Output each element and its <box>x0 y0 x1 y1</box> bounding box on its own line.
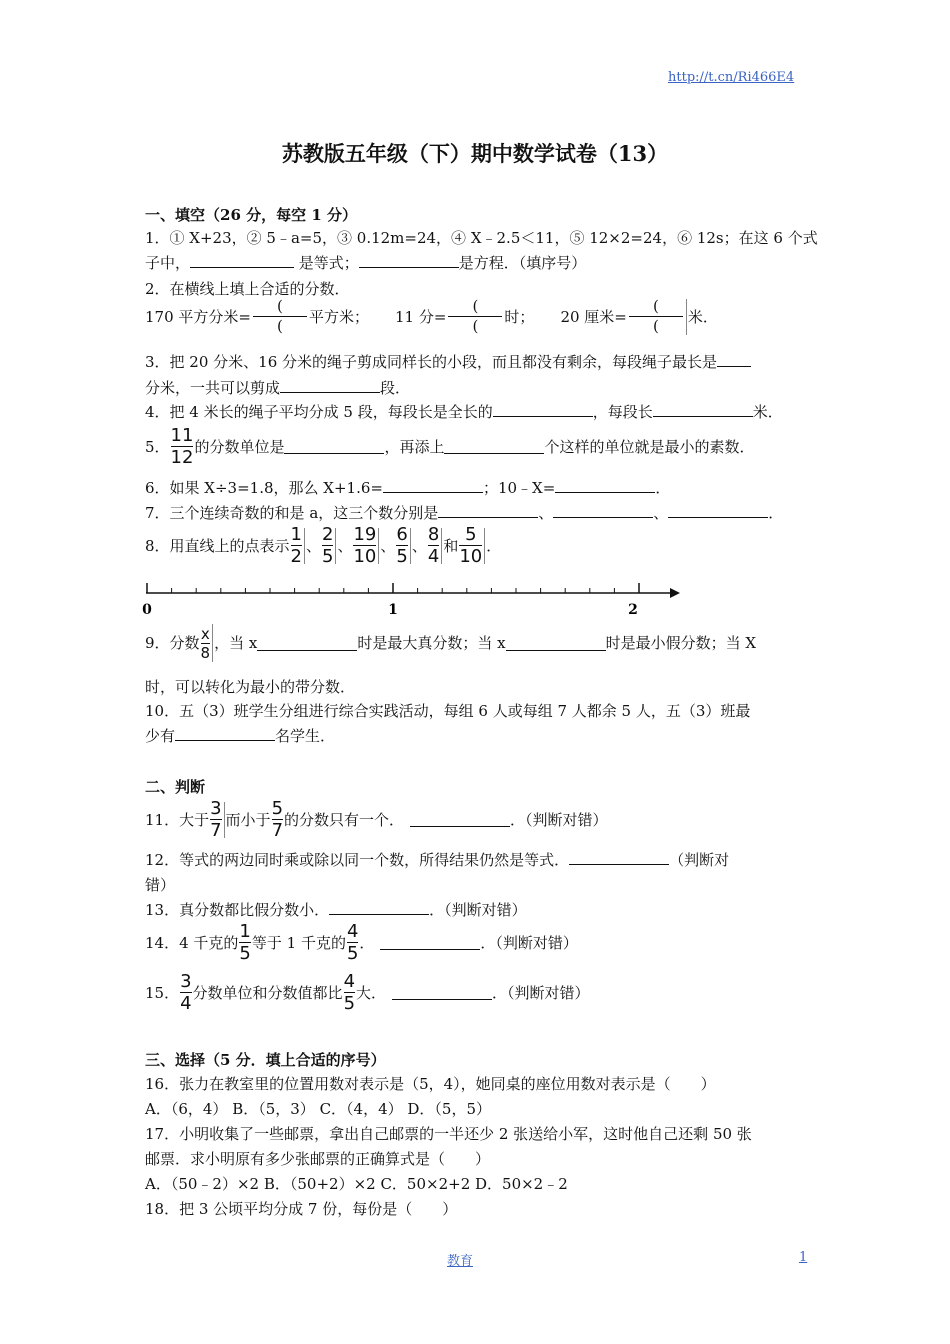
question-3-line-2 <box>145 378 410 398</box>
paren-num: ( <box>472 297 479 315</box>
q2-unit-3-suffix: 米． <box>687 307 718 326</box>
question-16: 16．张力在教室里的位置用数对表示是（5，4），她同桌的座位用数对表示是（ ） <box>145 1075 716 1093</box>
answer-blank[interactable] <box>175 726 275 741</box>
q9-text: 9．分数 <box>145 634 200 652</box>
fraction-denominator: 5 <box>343 993 356 1014</box>
fraction <box>347 921 358 964</box>
fraction-denominator: 2 <box>290 546 302 567</box>
fraction-numerator: 2 <box>322 524 334 545</box>
number-line <box>140 578 685 618</box>
fraction <box>239 921 250 964</box>
fraction-numerator: 8 <box>427 524 440 545</box>
q3-text-c: 段． <box>380 379 411 397</box>
fraction <box>428 524 439 567</box>
fraction-denominator: 5 <box>346 943 359 964</box>
footer-link[interactable]: 教育 <box>447 1254 474 1269</box>
answer-blank[interactable] <box>257 636 357 651</box>
q11-text-b: 而小于 <box>225 810 271 829</box>
fraction-numerator: 11 <box>170 425 194 446</box>
paren-fraction-blank[interactable] <box>253 297 307 336</box>
question-10-line-2 <box>145 726 335 746</box>
answer-blank[interactable] <box>190 253 294 268</box>
fraction-numerator: 3 <box>180 971 192 992</box>
answer-blank[interactable] <box>383 478 483 493</box>
q6-text-c: ． <box>655 479 671 497</box>
question-1-line-1: 1．① X+23，② 5﹣a=5，③ 0.12m=24，④ X﹣2.5＜11，⑤ 12×2=24，⑥ 12s；在这 6 个式 <box>145 229 818 247</box>
question-12-line-1 <box>145 850 729 870</box>
fraction <box>322 524 333 567</box>
question-17-line-1: 17．小明收集了一些邮票，拿出自己邮票的一半还少 2 张送给小军，这时他自己还剩 50 张 <box>145 1125 752 1143</box>
answer-blank[interactable] <box>392 985 492 1000</box>
fraction <box>353 524 376 567</box>
question-13 <box>145 900 527 920</box>
question-10-line-1: 10．五（3）班学生分组进行综合实践活动，每组 6 人或每组 7 人都余 5 人，五（3）班最 <box>145 702 751 720</box>
q4-text-c: 米． <box>752 403 783 421</box>
question-16-options: A．（6，4） B．（5，3） C．（4，4） D．（5，5） <box>145 1100 492 1118</box>
q1-text-c: 是方程．（填序号） <box>458 254 587 272</box>
paren-num: ( <box>277 297 283 315</box>
q2-unit-2-label: 11 分= <box>394 307 447 326</box>
q8-and: 和 <box>443 536 459 555</box>
q11-text: 11．大于 <box>145 810 210 829</box>
answer-blank[interactable] <box>329 900 429 915</box>
paren-den: ( <box>277 317 283 335</box>
separator: 、 <box>337 536 353 555</box>
question-17-line-2: 邮票．求小明原有多少张邮票的正确算式是（ ） <box>145 1150 491 1168</box>
divider <box>335 528 336 564</box>
fraction <box>180 971 191 1014</box>
fraction <box>272 798 283 841</box>
section-heading-fill: 一、填空（26 分，每空 1 分） <box>145 206 357 224</box>
separator: 、 <box>653 504 669 522</box>
section-heading-judge: 二、判断 <box>145 778 206 796</box>
q15-text-b: 分数单位和分数值都比 <box>192 983 343 1002</box>
axis-label-1: 1 <box>388 602 398 618</box>
q3-text: 3．把 20 分米、16 分米的绳子剪成同样长的小段，而且都没有剩余，每段绳子最长是 <box>145 353 718 371</box>
fraction-denominator: 5 <box>396 546 408 567</box>
answer-blank[interactable] <box>569 850 669 865</box>
question-2: 2．在横线上填上合适的分数． <box>145 280 350 298</box>
question-9 <box>145 624 756 662</box>
q2-unit-1-suffix: 平方米； <box>308 307 369 326</box>
answer-blank[interactable] <box>444 439 544 454</box>
q8-text: 8．用直线上的点表示 <box>145 536 290 555</box>
fraction-numerator: 3 <box>210 798 222 819</box>
fraction-denominator: 7 <box>210 820 222 841</box>
fraction <box>396 524 407 567</box>
fraction-denominator: 5 <box>322 546 334 567</box>
q4-text: 4．把 4 米长的绳子平均分成 5 段，每段长是全长的 <box>145 403 493 421</box>
fraction-denominator: 8 <box>200 643 211 662</box>
number-line-arrow-icon <box>670 588 680 598</box>
fraction <box>344 971 355 1014</box>
fraction-denominator: 4 <box>180 993 192 1014</box>
q5-text-d: 个这样的单位就是最小的素数． <box>544 437 755 456</box>
fraction-numerator: 19 <box>353 524 377 545</box>
q10-text: 少有 <box>145 727 176 745</box>
question-1-line-2 <box>145 253 586 273</box>
fraction-numerator: 5 <box>271 798 284 819</box>
period: ． <box>359 933 375 952</box>
q1-text-b: 是等式； <box>294 254 359 272</box>
fraction-denominator: 10 <box>353 546 377 567</box>
divider <box>304 528 305 564</box>
q5-text: 5． <box>145 437 170 456</box>
q5-text-c: ，再添上 <box>384 437 445 456</box>
q15-text-c: 大． <box>356 983 387 1002</box>
fraction-numerator: 4 <box>346 921 359 942</box>
q5-text-b: 的分数单位是 <box>194 437 285 456</box>
divider <box>410 528 411 564</box>
fraction <box>291 524 302 567</box>
answer-blank[interactable] <box>410 812 510 827</box>
q9-text-c: 时是最大真分数；当 x <box>357 634 506 652</box>
q6-text: 6．如果 X÷3=1.8，那么 X+1.6= <box>145 479 383 497</box>
fraction-denominator: 4 <box>427 546 440 567</box>
number-line-ticks <box>147 583 639 593</box>
question-14 <box>145 921 578 964</box>
fraction <box>459 524 482 567</box>
answer-blank[interactable] <box>284 439 384 454</box>
q3-text-b: 分米，一共可以剪成 <box>145 379 281 397</box>
question-15 <box>145 971 590 1014</box>
question-17-options: A．（50﹣2）×2 B．（50+2）×2 C．50×2+2 D．50×2﹣2 <box>145 1175 568 1193</box>
q14-text-b: 等于 1 千克的 <box>251 933 346 952</box>
q13-tail: ．（判断对错） <box>429 901 527 919</box>
page-title: 苏教版五年级（下）期中数学试卷（13） <box>281 141 669 166</box>
fraction-numerator: 5 <box>465 524 477 545</box>
fraction-numerator: 4 <box>343 971 356 992</box>
divider <box>441 528 442 564</box>
period: ． <box>486 536 502 555</box>
answer-blank[interactable] <box>380 935 480 950</box>
q11-text-c: 的分数只有一个． <box>284 810 405 829</box>
answer-blank[interactable] <box>553 503 653 518</box>
divider <box>378 528 379 564</box>
axis-label-0: 0 <box>142 602 152 618</box>
paren-num: ( <box>652 297 659 315</box>
q13-text: 13．真分数都比假分数小． <box>145 901 330 919</box>
separator: 、 <box>306 536 322 555</box>
q11-tail: ．（判断对错） <box>510 810 608 829</box>
q9-text-b: ，当 x <box>214 634 258 652</box>
question-4 <box>145 402 783 422</box>
question-11 <box>145 798 608 841</box>
answer-blank[interactable] <box>717 352 751 367</box>
fraction-denominator: 7 <box>271 820 284 841</box>
fraction-numerator: x <box>200 624 210 643</box>
paren-den: ( <box>472 317 479 335</box>
answer-blank[interactable] <box>668 503 768 518</box>
separator: 、 <box>538 504 554 522</box>
q15-tail: ．（判断对错） <box>492 983 590 1002</box>
divider <box>484 528 485 564</box>
paren-fraction-blank[interactable] <box>448 297 502 336</box>
separator: 、 <box>380 536 396 555</box>
fraction-denominator: 10 <box>459 546 483 567</box>
q7-text: 7．三个连续奇数的和是 a，这三个数分别是 <box>145 504 439 522</box>
divider <box>686 299 687 335</box>
q10-text-b: 名学生． <box>275 727 336 745</box>
page-number: 1 <box>799 1250 808 1265</box>
q1-text-a: 子中， <box>145 254 191 272</box>
answer-blank[interactable] <box>493 402 593 417</box>
section-heading-choice: 三、选择（5 分．填上合适的序号） <box>145 1051 386 1069</box>
fraction-denominator: 12 <box>170 447 194 468</box>
q2-unit-3-label: 20 厘米= <box>560 307 627 326</box>
divider <box>212 624 213 662</box>
q14-text: 14．4 千克的 <box>145 933 239 952</box>
q9-text-d: 时是最小假分数；当 X <box>605 634 757 652</box>
fraction-denominator: 5 <box>239 943 251 964</box>
question-3-line-1 <box>145 352 751 372</box>
fraction <box>171 425 194 468</box>
answer-blank[interactable] <box>506 636 606 651</box>
answer-blank[interactable] <box>359 253 459 268</box>
question-7 <box>145 503 783 523</box>
paren-fraction-blank[interactable] <box>629 297 683 336</box>
q4-text-b: ，每段长 <box>592 403 653 421</box>
paren-den: ( <box>652 317 659 335</box>
q15-text: 15． <box>145 983 180 1002</box>
q12-text-b: （判断对 <box>669 851 730 869</box>
question-5 <box>145 425 755 468</box>
fraction <box>201 625 211 662</box>
q6-text-b: ；10﹣X= <box>482 479 556 497</box>
axis-label-2: 2 <box>628 602 638 618</box>
question-6 <box>145 478 670 498</box>
question-8 <box>145 524 501 567</box>
separator: 、 <box>411 536 427 555</box>
answer-blank[interactable] <box>280 378 380 393</box>
answer-blank[interactable] <box>438 503 538 518</box>
header-url-link[interactable]: http://t.cn/Ri466E4 <box>668 70 795 85</box>
fraction-numerator: 6 <box>396 524 408 545</box>
question-12-line-2: 错） <box>145 876 176 894</box>
q14-tail: ．（判断对错） <box>480 933 578 952</box>
divider <box>224 802 225 838</box>
fraction-numerator: 1 <box>290 524 302 545</box>
question-2-units <box>145 297 718 336</box>
period: ． <box>768 504 784 522</box>
answer-blank[interactable] <box>555 478 655 493</box>
question-9-line-2: 时，可以转化为最小的带分数． <box>145 678 356 696</box>
answer-blank[interactable] <box>653 402 753 417</box>
q12-text: 12．等式的两边同时乘或除以同一个数，所得结果仍然是等式． <box>145 851 570 869</box>
q2-unit-1-label: 170 平方分米= <box>145 307 251 326</box>
question-18: 18．把 3 公顷平均分成 7 份，每份是（ ） <box>145 1200 458 1218</box>
fraction-numerator: 1 <box>239 921 251 942</box>
q2-unit-2-suffix: 时； <box>504 307 535 326</box>
fraction <box>210 798 221 841</box>
